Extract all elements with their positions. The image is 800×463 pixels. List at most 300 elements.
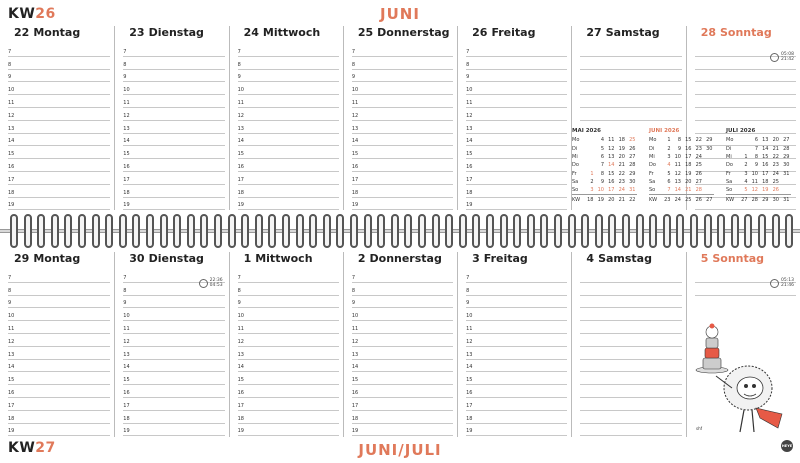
- hour-line[interactable]: [580, 308, 681, 321]
- binding-ring: [663, 214, 671, 248]
- hour-line[interactable]: [580, 321, 681, 334]
- hour-line[interactable]: [238, 57, 339, 70]
- hour-line[interactable]: [580, 411, 681, 424]
- day-number: 26: [472, 26, 488, 39]
- binding-ring: [472, 214, 480, 248]
- hour-label: 10: [8, 313, 15, 320]
- hour-line[interactable]: [8, 411, 110, 424]
- hour-line[interactable]: [352, 347, 453, 360]
- hour-line[interactable]: [123, 360, 224, 373]
- hour-line[interactable]: [123, 159, 224, 172]
- hour-label: 11: [466, 99, 473, 106]
- hour-line[interactable]: [580, 334, 681, 347]
- weekday-label: Sa: [649, 179, 656, 186]
- date-cell: [703, 170, 714, 178]
- date-cell: 20: [685, 179, 692, 186]
- hour-label: 12: [237, 338, 244, 345]
- binding-ring: [540, 214, 548, 248]
- date-cell: 19: [618, 145, 625, 152]
- hour-label: 10: [466, 313, 473, 320]
- binding-ring: [445, 214, 453, 248]
- date-cell: 19: [762, 187, 769, 194]
- hour-line[interactable]: [580, 372, 681, 385]
- hour-line[interactable]: [695, 108, 796, 121]
- kw-cell: 24: [672, 195, 683, 203]
- hour-line[interactable]: [123, 134, 224, 147]
- hour-label: 7: [351, 48, 356, 55]
- hour-line[interactable]: [123, 44, 224, 57]
- day-number: 2: [357, 252, 366, 265]
- hour-line[interactable]: [238, 82, 339, 95]
- hour-line[interactable]: [8, 385, 110, 398]
- day-number: 22: [14, 26, 30, 39]
- hour-label: 15: [123, 151, 130, 158]
- hour-label: 18: [237, 415, 244, 422]
- hour-line[interactable]: [238, 347, 339, 360]
- date-cell: 31: [629, 187, 636, 194]
- hour-line[interactable]: [352, 146, 453, 159]
- hour-label: 16: [466, 163, 473, 170]
- hour-line[interactable]: [238, 198, 339, 211]
- binding-ring: [649, 214, 657, 248]
- hour-label: 9: [466, 74, 470, 81]
- hour-line[interactable]: [466, 334, 567, 347]
- hour-line[interactable]: [8, 398, 110, 411]
- hour-line[interactable]: [238, 424, 339, 437]
- day-header: [344, 26, 457, 44]
- hour-line[interactable]: [352, 108, 453, 121]
- hour-line[interactable]: [8, 172, 110, 185]
- date-cell: 19: [685, 170, 692, 177]
- hour-label: 19: [8, 202, 15, 209]
- hour-line[interactable]: [8, 95, 110, 108]
- hour-label: 15: [8, 151, 15, 158]
- weekday-label: Do: [572, 162, 579, 169]
- hour-line[interactable]: [580, 108, 681, 121]
- hour-line[interactable]: [466, 270, 567, 283]
- hour-line[interactable]: [123, 108, 224, 121]
- hour-line[interactable]: [8, 146, 110, 159]
- hour-label: 9: [123, 300, 127, 307]
- binding-ring: [772, 214, 780, 248]
- date-cell: 30: [706, 145, 713, 152]
- kw-label: KW: [572, 195, 584, 203]
- hour-line[interactable]: [466, 172, 567, 185]
- hour-label: 13: [8, 351, 15, 358]
- weekday-label: So: [726, 187, 733, 194]
- hour-line[interactable]: [352, 172, 453, 185]
- weekday-label: So: [572, 187, 579, 194]
- hour-line[interactable]: [466, 398, 567, 411]
- date-cell: 11: [674, 162, 681, 169]
- kw-number: 27: [35, 440, 56, 456]
- kw-label: KW: [649, 195, 661, 203]
- date-cell: 11: [608, 137, 615, 144]
- hour-line[interactable]: [238, 146, 339, 159]
- binding-ring: [391, 214, 399, 248]
- hour-line[interactable]: [352, 334, 453, 347]
- hour-line[interactable]: [123, 121, 224, 134]
- hour-line[interactable]: [352, 121, 453, 134]
- hour-line[interactable]: [8, 308, 110, 321]
- hour-label: 17: [237, 176, 244, 183]
- hour-line[interactable]: [580, 283, 681, 296]
- date-cell: [738, 136, 749, 144]
- hour-line[interactable]: [352, 296, 453, 309]
- hour-line[interactable]: [8, 334, 110, 347]
- day-column: [571, 252, 685, 437]
- hour-label: 11: [351, 325, 359, 332]
- hour-line[interactable]: [352, 372, 453, 385]
- date-cell: 8: [754, 153, 758, 160]
- hour-line[interactable]: [238, 372, 339, 385]
- hour-line[interactable]: [238, 283, 339, 296]
- binding-ring: [241, 214, 249, 248]
- hour-label: 15: [466, 377, 473, 384]
- hour-line[interactable]: [238, 159, 339, 172]
- hour-label: 14: [237, 364, 244, 371]
- hour-line[interactable]: [238, 70, 339, 83]
- hour-line[interactable]: [123, 372, 224, 385]
- day-header: [458, 26, 571, 44]
- day-column: [229, 26, 343, 210]
- hour-line[interactable]: [8, 121, 110, 134]
- hour-label: 17: [237, 402, 244, 409]
- date-cell: 15: [608, 170, 615, 177]
- hour-line[interactable]: [123, 146, 224, 159]
- hour-line[interactable]: [466, 146, 567, 159]
- day-header: [458, 252, 571, 270]
- day-name: Mittwoch: [262, 26, 321, 39]
- kw-label: KW: [726, 195, 738, 203]
- date-cell: 4: [667, 162, 671, 169]
- hour-line[interactable]: [352, 308, 453, 321]
- binding-ring: [690, 214, 698, 248]
- hour-line[interactable]: [238, 108, 339, 121]
- hour-label: 19: [351, 428, 359, 435]
- hour-line[interactable]: [580, 385, 681, 398]
- hour-line[interactable]: [238, 134, 339, 147]
- hour-line[interactable]: [695, 82, 796, 95]
- hour-label: 10: [123, 87, 130, 94]
- hour-line[interactable]: [123, 411, 224, 424]
- hour-line[interactable]: [238, 321, 339, 334]
- hour-line[interactable]: [466, 198, 567, 211]
- day-header: [230, 252, 343, 270]
- hour-line[interactable]: [466, 296, 567, 309]
- hour-label: 11: [8, 325, 15, 332]
- date-cell: 21: [618, 162, 625, 169]
- hour-line[interactable]: [8, 57, 110, 70]
- hour-line[interactable]: [8, 296, 110, 309]
- kw-cell: 27: [738, 195, 749, 203]
- date-cell: 16: [762, 162, 769, 169]
- date-cell: 14: [674, 187, 681, 194]
- hour-line[interactable]: [238, 95, 339, 108]
- hour-line[interactable]: [123, 185, 224, 198]
- date-cell: 6: [754, 137, 758, 144]
- hour-line[interactable]: [8, 372, 110, 385]
- weekday-label: Fr: [649, 170, 654, 177]
- hour-label: 8: [351, 61, 356, 68]
- date-cell: 2: [590, 179, 594, 186]
- hour-line[interactable]: [8, 134, 110, 147]
- hour-label: 7: [466, 274, 470, 281]
- binding-ring: [704, 214, 712, 248]
- hour-label: 12: [8, 338, 15, 345]
- hour-line[interactable]: [580, 57, 681, 70]
- hour-line[interactable]: [466, 424, 567, 437]
- hour-label: 7: [123, 274, 127, 281]
- date-cell: 3: [744, 170, 748, 177]
- hour-label: 16: [123, 163, 130, 170]
- hour-label: 12: [123, 338, 130, 345]
- date-cell: 17: [685, 153, 692, 160]
- hour-line[interactable]: [123, 70, 224, 83]
- hour-line[interactable]: [466, 95, 567, 108]
- binding-ring: [160, 214, 168, 248]
- date-cell: 17: [608, 187, 615, 194]
- weekday-label: Mi: [726, 153, 732, 160]
- hour-line[interactable]: [580, 44, 681, 57]
- hour-line[interactable]: [352, 95, 453, 108]
- hour-line[interactable]: [352, 57, 453, 70]
- hour-line[interactable]: [238, 270, 339, 283]
- hour-line[interactable]: [123, 321, 224, 334]
- hour-line[interactable]: [123, 82, 224, 95]
- hour-line[interactable]: [580, 70, 681, 83]
- hour-label: 11: [237, 99, 244, 106]
- hour-line[interactable]: [352, 385, 453, 398]
- date-cell: 30: [629, 179, 636, 186]
- hour-line[interactable]: [352, 198, 453, 211]
- day-column: [114, 252, 228, 437]
- hour-line[interactable]: [238, 411, 339, 424]
- hour-line[interactable]: [8, 44, 110, 57]
- hour-line[interactable]: [466, 308, 567, 321]
- hour-line[interactable]: [8, 185, 110, 198]
- hour-line[interactable]: [580, 82, 681, 95]
- hour-label: 18: [237, 189, 244, 196]
- date-cell: 27: [629, 153, 636, 160]
- date-cell: 10: [674, 153, 681, 160]
- hour-label: 17: [466, 176, 473, 183]
- hour-label: 11: [123, 99, 130, 106]
- hour-label: 16: [237, 389, 244, 396]
- hour-label: 16: [8, 163, 15, 170]
- hour-line[interactable]: [8, 270, 110, 283]
- sheep-illustration: [686, 318, 786, 436]
- hour-line[interactable]: [123, 385, 224, 398]
- hour-line[interactable]: [466, 360, 567, 373]
- binding-ring: [268, 214, 276, 248]
- hour-line[interactable]: [580, 296, 681, 309]
- hour-line[interactable]: [466, 347, 567, 360]
- hour-line[interactable]: [123, 347, 224, 360]
- hour-line[interactable]: [123, 198, 224, 211]
- date-cell: [584, 153, 595, 161]
- hour-line[interactable]: [8, 360, 110, 373]
- day-name: Sonntag: [720, 26, 772, 39]
- date-cell: 25: [629, 137, 636, 144]
- hour-line[interactable]: [352, 398, 453, 411]
- hour-line[interactable]: [8, 70, 110, 83]
- day-column: [0, 252, 114, 437]
- binding-ring: [132, 214, 140, 248]
- hour-line[interactable]: [8, 347, 110, 360]
- hour-line[interactable]: [123, 424, 224, 437]
- hour-line[interactable]: [352, 70, 453, 83]
- hour-line[interactable]: [580, 360, 681, 373]
- date-cell: 20: [618, 153, 625, 160]
- hour-line[interactable]: [123, 296, 224, 309]
- day-number: 5: [700, 252, 709, 265]
- hour-line[interactable]: [238, 121, 339, 134]
- hour-line[interactable]: [238, 334, 339, 347]
- hour-line[interactable]: [238, 172, 339, 185]
- hour-line[interactable]: [123, 308, 224, 321]
- hour-line[interactable]: [695, 296, 796, 309]
- hour-label: 15: [351, 377, 359, 384]
- hour-line[interactable]: [580, 347, 681, 360]
- hour-line[interactable]: [238, 296, 339, 309]
- date-cell: 6: [600, 153, 604, 160]
- hour-line[interactable]: [352, 185, 453, 198]
- hour-line[interactable]: [466, 283, 567, 296]
- hour-line[interactable]: [466, 321, 567, 334]
- hour-label: 12: [466, 338, 473, 345]
- hour-line[interactable]: [580, 424, 681, 437]
- hour-line[interactable]: [238, 44, 339, 57]
- hour-line[interactable]: [352, 411, 453, 424]
- hour-line[interactable]: [123, 172, 224, 185]
- hour-label: 8: [237, 61, 241, 68]
- hour-line[interactable]: [352, 159, 453, 172]
- hour-line[interactable]: [352, 360, 453, 373]
- binding-ring: [717, 214, 725, 248]
- binding-ring: [64, 214, 72, 248]
- date-cell: [780, 186, 791, 194]
- binding-ring: [513, 214, 521, 248]
- hour-label: 13: [123, 351, 130, 358]
- hour-line[interactable]: [466, 57, 567, 70]
- date-cell: 21: [772, 145, 779, 152]
- hour-line[interactable]: [8, 198, 110, 211]
- hour-label: 13: [237, 125, 244, 132]
- kw-cell: 18: [584, 195, 595, 203]
- date-cell: 7: [600, 162, 604, 169]
- hour-line[interactable]: [466, 134, 567, 147]
- hour-line[interactable]: [238, 398, 339, 411]
- hour-line[interactable]: [466, 185, 567, 198]
- hour-line[interactable]: [695, 70, 796, 83]
- hour-line[interactable]: [352, 134, 453, 147]
- hour-line[interactable]: [352, 283, 453, 296]
- date-cell: 5: [600, 145, 604, 152]
- hour-line[interactable]: [238, 185, 339, 198]
- hour-line[interactable]: [695, 95, 796, 108]
- hour-line[interactable]: [466, 82, 567, 95]
- kw-cell: 19: [595, 195, 606, 203]
- hour-line[interactable]: [352, 321, 453, 334]
- hour-line[interactable]: [123, 57, 224, 70]
- hour-label: 18: [123, 189, 130, 196]
- hour-label: 11: [123, 325, 130, 332]
- hour-line[interactable]: [466, 70, 567, 83]
- illustration-signature: shf: [696, 426, 703, 431]
- hour-line[interactable]: [466, 411, 567, 424]
- hour-label: 11: [8, 99, 15, 106]
- hour-line[interactable]: [8, 108, 110, 121]
- hour-line[interactable]: [466, 108, 567, 121]
- hour-line[interactable]: [8, 424, 110, 437]
- date-cell: 2: [744, 162, 748, 169]
- hour-line[interactable]: [580, 95, 681, 108]
- hour-line[interactable]: [123, 398, 224, 411]
- hour-line[interactable]: [352, 44, 453, 57]
- hour-line[interactable]: [466, 159, 567, 172]
- hour-label: 9: [8, 74, 12, 81]
- hour-line[interactable]: [580, 398, 681, 411]
- time-1: 05:08: [781, 52, 794, 57]
- weekday-label: Mi: [649, 153, 655, 160]
- binding-ring: [336, 214, 344, 248]
- hour-line[interactable]: [238, 385, 339, 398]
- hour-line[interactable]: [238, 360, 339, 373]
- hour-line[interactable]: [466, 372, 567, 385]
- binding-ring: [785, 214, 793, 248]
- hour-line[interactable]: [580, 270, 681, 283]
- day-header: [572, 26, 685, 44]
- hour-label: 19: [8, 428, 15, 435]
- hour-label: 9: [8, 300, 12, 307]
- mini-calendar: [649, 128, 714, 203]
- hour-label: 15: [351, 151, 359, 158]
- hour-line[interactable]: [8, 82, 110, 95]
- hour-label: 9: [351, 300, 356, 307]
- hour-label: 19: [237, 428, 244, 435]
- time-values: [781, 52, 794, 62]
- hour-line[interactable]: [466, 44, 567, 57]
- date-cell: 22: [695, 137, 702, 144]
- hour-line[interactable]: [466, 121, 567, 134]
- day-name: Samstag: [605, 26, 660, 39]
- weekday-label: Fr: [572, 170, 577, 177]
- weekday-label: Do: [649, 162, 656, 169]
- hour-line[interactable]: [352, 270, 453, 283]
- hour-line[interactable]: [238, 308, 339, 321]
- hour-line[interactable]: [123, 95, 224, 108]
- hour-line[interactable]: [123, 334, 224, 347]
- binding-ring: [500, 214, 508, 248]
- hour-label: 13: [123, 125, 130, 132]
- binding-ring: [527, 214, 535, 248]
- day-number: 27: [586, 26, 602, 39]
- hour-line[interactable]: [8, 283, 110, 296]
- date-cell: 9: [677, 145, 681, 152]
- hour-label: 18: [123, 415, 130, 422]
- date-cell: 26: [772, 187, 779, 194]
- hour-label: 14: [466, 138, 473, 145]
- hour-line[interactable]: [352, 82, 453, 95]
- date-cell: [703, 161, 714, 169]
- hour-label: 17: [8, 402, 15, 409]
- hour-line[interactable]: [352, 424, 453, 437]
- hour-line[interactable]: [8, 159, 110, 172]
- hour-line[interactable]: [8, 321, 110, 334]
- hour-line[interactable]: [466, 385, 567, 398]
- date-cell: 13: [674, 179, 681, 186]
